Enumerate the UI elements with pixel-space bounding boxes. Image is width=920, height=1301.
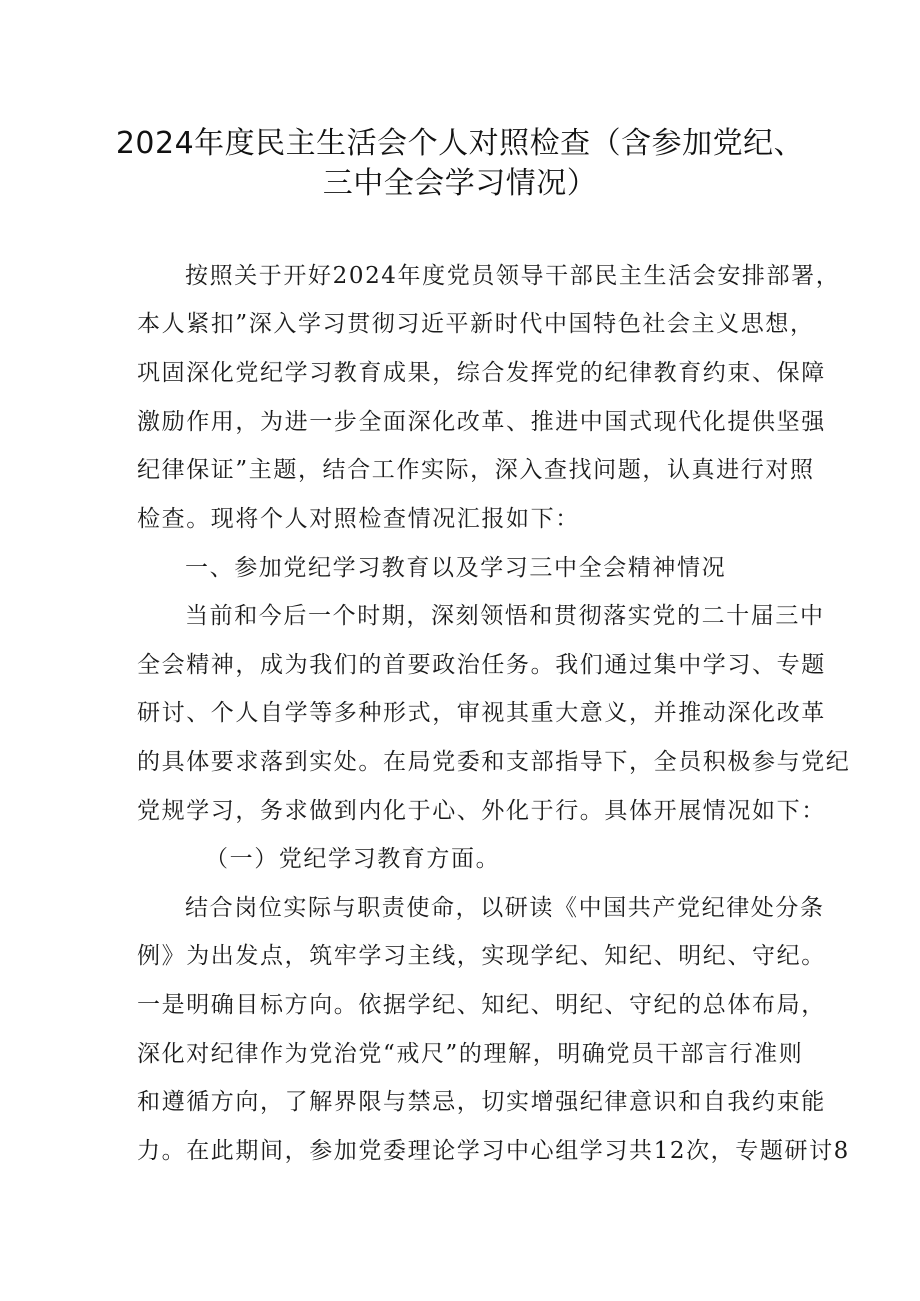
paragraph-line: 和遵循方向，了解界限与禁忌，切实增强纪律意识和自我约束能 <box>137 1089 826 1115</box>
paragraph-line: 纪律保证”主题，结合工作实际，深入查找问题，认真进行对照 <box>137 457 815 483</box>
paragraph-line: 本人紧扣”深入学习贯彻习近平新时代中国特色社会主义思想， <box>137 311 815 337</box>
subsection-heading: （一）党纪学习教育方面。 <box>205 846 501 872</box>
paragraph-line: 按照关于开好2024年度党员领导干部民主生活会安排部署， <box>185 263 841 289</box>
document-title-line-2: 三中全会学习情况） <box>322 166 598 201</box>
paragraph-line: 例》为出发点，筑牢学习主线，实现学纪、知纪、明纪、守纪。 <box>137 943 826 969</box>
document-title-line-1: 2024年度民主生活会个人对照检查（含参加党纪、 <box>115 126 805 161</box>
paragraph-line: 力。在此期间，参加党委理论学习中心组学习共12次，专题研讨8 <box>137 1138 850 1164</box>
paragraph-line: 党规学习，务求做到内化于心、外化于行。具体开展情况如下： <box>137 798 826 824</box>
paragraph-line: 检查。现将个人对照检查情况汇报如下： <box>137 506 580 532</box>
paragraph-line: 的具体要求落到实处。在局党委和支部指导下，全员积极参与党纪 <box>137 749 851 775</box>
paragraph-line: 结合岗位实际与职责使命，以研读《中国共产党纪律处分条 <box>185 895 825 921</box>
paragraph-line: 巩固深化党纪学习教育成果，综合发挥党的纪律教育约束、保障 <box>137 360 826 386</box>
paragraph-line: 当前和今后一个时期，深刻领悟和贯彻落实党的二十届三中 <box>185 603 825 629</box>
paragraph-line: 全会精神，成为我们的首要政治任务。我们通过集中学习、专题 <box>137 652 826 678</box>
paragraph-line: 深化对纪律作为党治党“戒尺”的理解，明确党员干部言行准则 <box>137 1041 804 1067</box>
paragraph-line: 激励作用，为进一步全面深化改革、推进中国式现代化提供坚强 <box>137 409 826 435</box>
section-heading: 一、参加党纪学习教育以及学习三中全会精神情况 <box>185 555 727 581</box>
paragraph-line: 研讨、个人自学等多种形式，审视其重大意义，并推动深化改革 <box>137 700 826 726</box>
paragraph-line: 一是明确目标方向。依据学纪、知纪、明纪、守纪的总体布局， <box>137 992 826 1018</box>
